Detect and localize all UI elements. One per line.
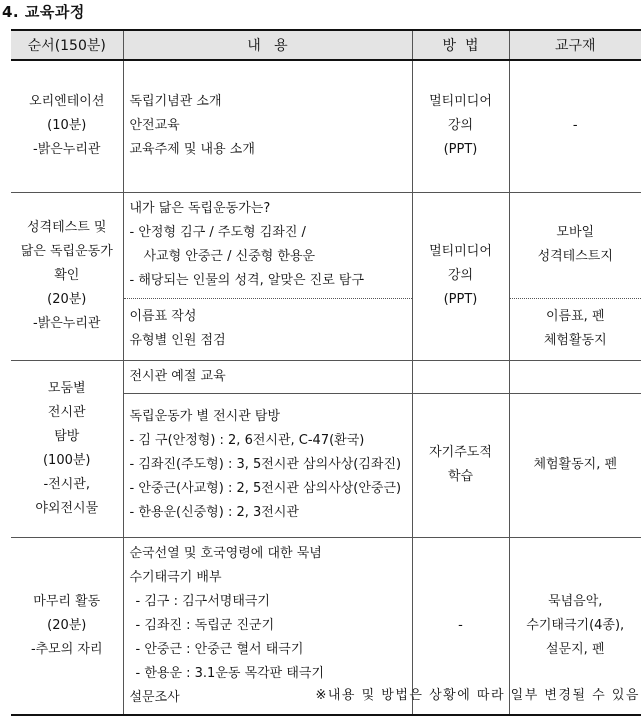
- order-line: (20분): [47, 617, 87, 633]
- content-line: - 안중근 : 안중근 혈서 태극기: [135, 641, 304, 657]
- materials-line: -: [572, 118, 578, 134]
- order-line: -전시관,: [43, 476, 90, 492]
- content-line: 수기태극기 배부: [129, 569, 222, 585]
- method-line: 멀티미디어: [429, 244, 492, 259]
- method-cell: [412, 393, 509, 537]
- order-line: 모둠별: [47, 380, 86, 396]
- content-line: 설문조사: [129, 689, 180, 705]
- order-line: 탐방: [54, 428, 80, 444]
- method-cell: [412, 60, 509, 192]
- order-cell: [11, 192, 123, 360]
- curriculum-table: [11, 29, 641, 716]
- order-line: 전시관: [47, 404, 86, 420]
- header-order: 순서(150분): [11, 30, 123, 60]
- materials-line: 성격테스트지: [537, 249, 613, 264]
- materials-line: 이름표, 펜: [546, 309, 605, 324]
- materials-cell: [509, 360, 641, 393]
- materials-line: 설문지, 펜: [546, 641, 605, 657]
- content-cell: [123, 393, 412, 537]
- method-line: (PPT): [443, 292, 478, 307]
- header-method: 방 법: [412, 30, 509, 60]
- order-line: -추모의 자리: [30, 641, 103, 657]
- order-line: (100분): [42, 452, 91, 468]
- content-line: - 한용운 : 3.1운동 목각판 태극기: [135, 665, 325, 681]
- materials-line: 수기태극기(4종),: [526, 617, 625, 633]
- content-line: - 안중근(사교형) : 2, 5전시관 삼의사상(안중근): [129, 481, 402, 496]
- materials-cell: [509, 60, 641, 192]
- order-line: 야외전시물: [35, 500, 99, 516]
- content-line: 교육주제 및 내용 소개: [129, 142, 255, 158]
- content-line: 전시관 예절 교육: [129, 368, 226, 384]
- materials-cell: [509, 192, 641, 298]
- method-cell: [412, 360, 509, 393]
- method-line: (PPT): [443, 142, 478, 158]
- order-line: 마무리 활동: [33, 593, 101, 609]
- content-cell: [123, 192, 412, 298]
- header-content: 내 용: [123, 30, 412, 60]
- order-line: 확인: [54, 268, 80, 283]
- table-row: [11, 360, 641, 393]
- table-header-row: [11, 30, 641, 60]
- content-line: 안전교육: [129, 118, 180, 134]
- content-cell: [123, 360, 412, 393]
- content-line: - 김좌진(주도형) : 3, 5전시관 삼의사상(김좌진): [129, 457, 402, 472]
- content-line: - 해당되는 인물의 성격, 알맞은 진로 탐구: [129, 273, 365, 288]
- content-line: 이름표 작성: [129, 309, 197, 324]
- order-line: -밝은누리관: [33, 142, 101, 158]
- content-line: - 한용운(신중형) : 2, 3전시관: [129, 505, 299, 520]
- section-title: 4. 교육과정: [2, 3, 85, 21]
- method-line: 강의: [447, 118, 474, 134]
- footnote: ※내용 및 방법은 상황에 따라 일부 변경될 수 있음: [315, 688, 640, 703]
- method-line: 자기주도적: [429, 445, 492, 460]
- materials-line: 체험활동지: [543, 333, 607, 348]
- method-line: 강의: [447, 268, 474, 283]
- table-row: [11, 192, 641, 298]
- order-line: -밝은누리관: [33, 316, 101, 331]
- order-cell: [11, 360, 123, 537]
- method-line: 멀티미디어: [429, 94, 492, 110]
- content-line: - 김좌진 : 독립군 진군기: [135, 617, 275, 633]
- header-materials: 교구재: [509, 30, 641, 60]
- method-cell: [412, 192, 509, 360]
- method-line: -: [458, 617, 463, 633]
- content-cell: [123, 298, 412, 360]
- materials-cell: [509, 393, 641, 537]
- table-row: [11, 60, 641, 192]
- order-cell: [11, 60, 123, 192]
- method-line: 학습: [447, 469, 474, 484]
- order-line: (20분): [47, 292, 87, 307]
- materials-cell: [509, 298, 641, 360]
- content-line: 순국선열 및 호국영령에 대한 묵념: [129, 545, 322, 561]
- content-line: - 김구 : 김구서명태극기: [135, 593, 270, 609]
- order-cell: [11, 537, 123, 715]
- content-line: 독립운동가 별 전시관 탐방: [129, 409, 281, 424]
- content-line: 사교형 안중근 / 신중형 한용운: [143, 249, 316, 264]
- materials-line: 모바일: [556, 225, 595, 240]
- order-line: (10분): [47, 118, 87, 134]
- content-line: 유형별 인원 점검: [129, 333, 226, 348]
- order-line: 성격테스트 및: [27, 220, 107, 235]
- materials-line: 묵념음악,: [548, 593, 603, 609]
- materials-line: 체험활동지, 펜: [533, 457, 618, 472]
- order-line: 닮은 독립운동가: [20, 244, 113, 259]
- content-line: - 김 구(안정형) : 2, 6전시관, C-47(환국): [129, 433, 365, 448]
- content-line: 독립기념관 소개: [129, 94, 222, 110]
- content-cell: [123, 60, 412, 192]
- content-line: 내가 닮은 독립운동가는?: [129, 201, 271, 216]
- order-line: 오리엔테이션: [29, 94, 105, 110]
- content-line: - 안정형 김구 / 주도형 김좌진 /: [129, 225, 306, 240]
